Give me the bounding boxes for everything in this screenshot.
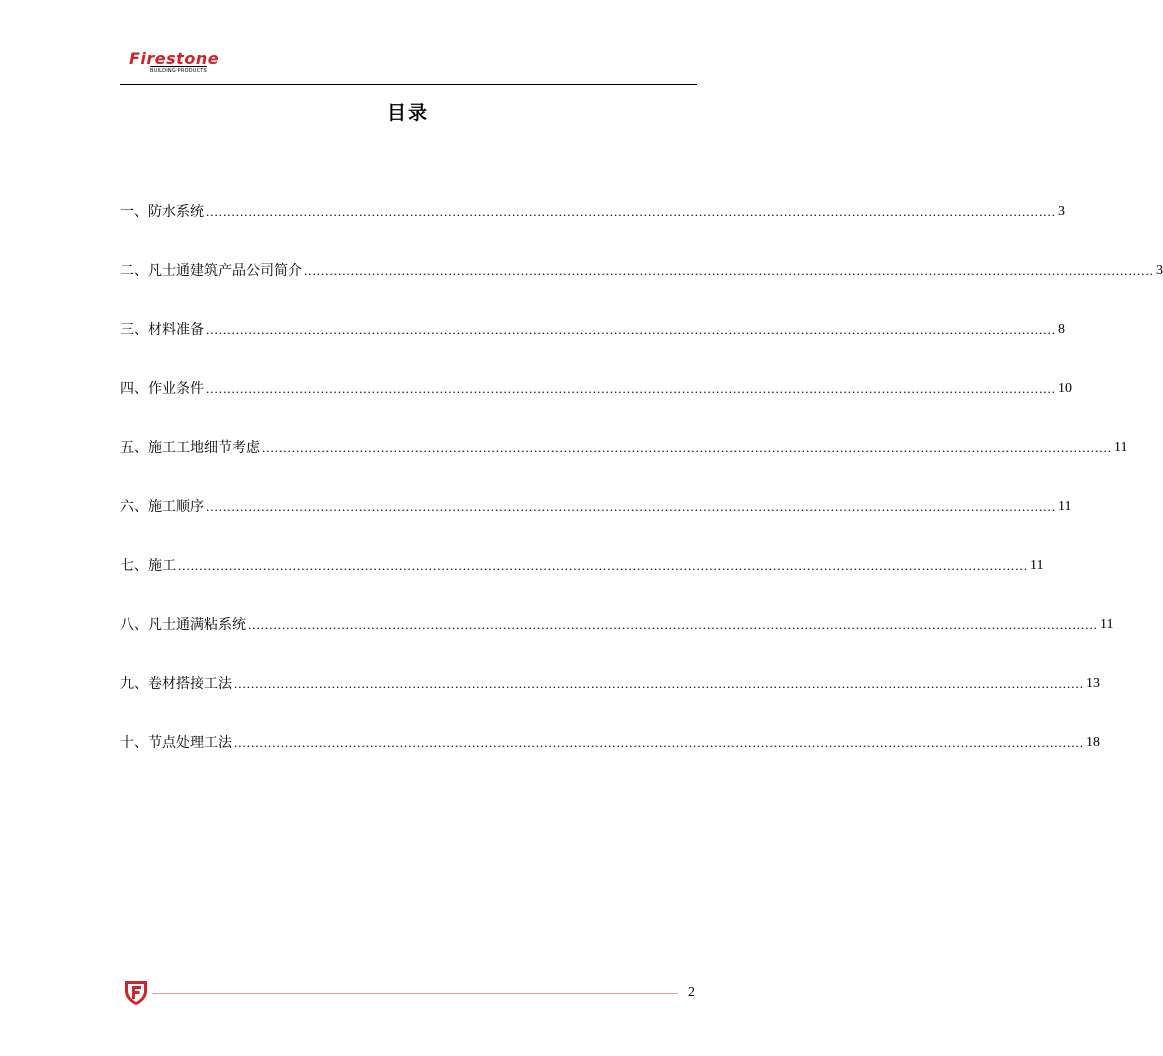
toc-entry-label: 四、作业条件 <box>120 381 204 397</box>
dot-leader: ........................................................................................................................................................................................................ <box>248 617 1098 632</box>
dot-leader: ........................................................................................................................................................................................................ <box>206 204 1056 219</box>
toc-entry-page: 11 <box>1058 499 1072 514</box>
firestone-shield-icon <box>122 978 150 1006</box>
toc-entry[interactable] <box>120 613 1114 635</box>
toc-entry-page: 11 <box>1100 617 1114 632</box>
toc-entry-page: 11 <box>1030 558 1044 573</box>
toc-entry-page: 10 <box>1058 381 1072 396</box>
toc-entry[interactable] <box>120 436 1128 458</box>
toc-entry-page: 11 <box>1114 440 1128 455</box>
toc-entry-label: 九、卷材搭接工法 <box>120 676 232 692</box>
toc-entry-label: 二、凡士通建筑产品公司简介 <box>120 263 302 279</box>
toc-entry[interactable] <box>120 318 1065 340</box>
brand-subtitle: BUILDING PRODUCTS <box>150 68 207 74</box>
toc-entry-label: 五、施工工地细节考虑 <box>120 440 260 456</box>
firestone-logo <box>129 50 239 76</box>
dot-leader: ........................................................................................................................................................................................................ <box>234 676 1084 691</box>
dot-leader: ........................................................................................................................................................................................................ <box>304 263 1154 278</box>
toc-entry[interactable] <box>120 554 1044 576</box>
toc-entry-label: 十、节点处理工法 <box>120 735 232 751</box>
toc-entry-page: 13 <box>1086 676 1100 691</box>
dot-leader: ........................................................................................................................................................................................................ <box>206 322 1056 337</box>
footer-rule <box>152 993 678 994</box>
toc-entry-label: 一、防水系统 <box>120 204 204 220</box>
toc-entry[interactable] <box>120 259 1163 281</box>
dot-leader: ........................................................................................................................................................................................................ <box>234 735 1084 750</box>
dot-leader: ........................................................................................................................................................................................................ <box>262 440 1112 455</box>
toc-entry-page: 3 <box>1058 204 1065 219</box>
toc-entry[interactable] <box>120 495 1072 517</box>
toc-entry-label: 七、施工 <box>120 558 176 574</box>
toc-entry[interactable] <box>120 672 1100 694</box>
header-rule <box>120 84 697 85</box>
dot-leader: ........................................................................................................................................................................................................ <box>178 558 1028 573</box>
dot-leader: ........................................................................................................................................................................................................ <box>206 381 1056 396</box>
toc-entry-page: 18 <box>1086 735 1100 750</box>
toc-entry[interactable] <box>120 731 1100 753</box>
toc-entry-label: 六、施工顺序 <box>120 499 204 515</box>
toc-entry-label: 八、凡士通满粘系统 <box>120 617 246 633</box>
toc-entry-page: 3 <box>1156 263 1163 278</box>
dot-leader: ........................................................................................................................................................................................................ <box>206 499 1056 514</box>
page-number: 2 <box>688 985 695 1000</box>
brand-name: Firestone <box>129 49 220 68</box>
toc-entry[interactable] <box>120 377 1072 399</box>
toc-entry-label: 三、材料准备 <box>120 322 204 338</box>
toc-entry[interactable] <box>120 200 1065 222</box>
toc-entry-page: 8 <box>1058 322 1065 337</box>
page-title: 目录 <box>386 102 429 124</box>
